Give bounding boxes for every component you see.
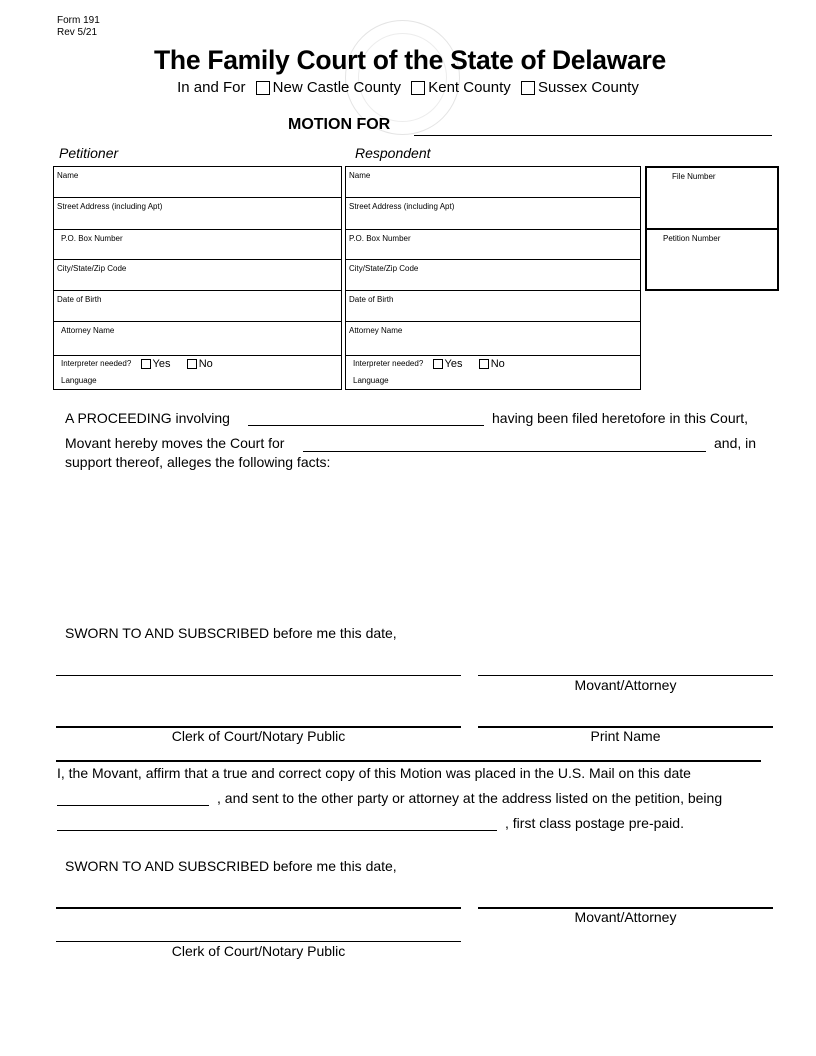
form-number-block [57, 15, 100, 39]
form-number: Form 191 [57, 15, 100, 26]
proceeding-prefix: A PROCEEDING involving [65, 410, 230, 426]
respondent-interpreter-row [346, 356, 640, 389]
petitioner-po-box-field[interactable] [54, 230, 341, 260]
yes-label: Yes [444, 358, 463, 370]
file-number-label: File Number [672, 172, 716, 181]
po-box-label: P.O. Box Number [349, 234, 411, 243]
movant-signature-line[interactable] [478, 675, 773, 676]
case-number-box [645, 166, 779, 291]
service-statement: I, the Movant, affirm that a true and correct copy of this Motion was placed in the U.S. Mail on this date [57, 765, 691, 781]
print-name-caption: Print Name [590, 728, 661, 744]
respondent-interpreter-no-checkbox[interactable] [479, 359, 489, 369]
language-label: Language [61, 376, 97, 385]
postage-statement: , first class postage pre-paid. [505, 815, 684, 831]
interpreter-label: Interpreter needed? [353, 359, 424, 369]
new-castle-checkbox[interactable] [256, 81, 270, 95]
recipient-address-field[interactable] [57, 830, 497, 831]
interpreter-question [353, 358, 505, 370]
po-box-label: P.O. Box Number [61, 234, 123, 243]
petitioner-info-grid [53, 166, 342, 390]
petitioner-heading: Petitioner [59, 145, 119, 161]
petitioner-city-field[interactable] [54, 260, 341, 291]
movant-attorney-caption-2: Movant/Attorney [574, 909, 677, 925]
respondent-interpreter-yes-checkbox[interactable] [433, 359, 443, 369]
respondent-heading: Respondent [355, 145, 431, 161]
petitioner-interpreter-row [54, 356, 341, 389]
motion-for-label: MOTION FOR [288, 116, 391, 133]
street-label: Street Address (including Apt) [349, 202, 455, 211]
relief-requested-field[interactable] [303, 451, 706, 452]
petition-number-label: Petition Number [663, 234, 721, 243]
in-and-for-label: In and For [177, 79, 246, 97]
respondent-street-field[interactable] [346, 198, 640, 230]
movant-attorney-caption: Movant/Attorney [574, 677, 677, 693]
sworn-statement-2: SWORN TO AND SUBSCRIBED before me this date, [65, 858, 397, 874]
petitioner-interpreter-no-checkbox[interactable] [187, 359, 197, 369]
petitioner-dob-field[interactable] [54, 291, 341, 322]
no-label: No [198, 358, 213, 370]
yes-label: Yes [152, 358, 171, 370]
mailing-date-field[interactable] [57, 805, 209, 806]
new-castle-label: New Castle County [272, 79, 402, 97]
sussex-checkbox[interactable] [521, 81, 535, 95]
form-revision: Rev 5/21 [57, 27, 98, 38]
support-text: support thereof, alleges the following facts: [65, 454, 331, 470]
movant-suffix: and, in [714, 435, 757, 451]
motion-for-field[interactable] [414, 135, 772, 136]
clerk-signature-line-2[interactable] [56, 941, 461, 942]
interpreter-label: Interpreter needed? [61, 359, 132, 369]
attorney-label: Attorney Name [61, 326, 115, 335]
clerk-caption: Clerk of Court/Notary Public [171, 728, 346, 744]
respondent-city-field[interactable] [346, 260, 640, 291]
service-statement-cont: , and sent to the other party or attorney at the address listed on the petition, being [217, 790, 723, 806]
name-label: Name [349, 171, 371, 180]
section-divider [56, 760, 761, 762]
petitioner-name-field[interactable] [54, 167, 341, 198]
proceeding-suffix: having been filed heretofore in this Court, [492, 410, 749, 426]
proceeding-type-field[interactable] [248, 425, 484, 426]
clerk-caption-2: Clerk of Court/Notary Public [171, 943, 346, 959]
sussex-label: Sussex County [537, 79, 639, 97]
respondent-dob-field[interactable] [346, 291, 640, 322]
notary-signature-line[interactable] [56, 675, 461, 676]
petitioner-street-field[interactable] [54, 198, 341, 230]
name-label: Name [57, 171, 79, 180]
interpreter-question [61, 358, 213, 370]
dob-label: Date of Birth [57, 295, 102, 304]
attorney-label: Attorney Name [349, 326, 403, 335]
kent-label: Kent County [428, 79, 511, 97]
court-title: The Family Court of the State of Delaware [154, 45, 666, 75]
no-label: No [490, 358, 505, 370]
respondent-info-grid [345, 166, 641, 390]
city-label: City/State/Zip Code [57, 264, 127, 273]
respondent-name-field[interactable] [346, 167, 640, 198]
respondent-po-box-field[interactable] [346, 230, 640, 260]
kent-checkbox[interactable] [411, 81, 425, 95]
respondent-attorney-field[interactable] [346, 322, 640, 356]
notary-signature-line-2[interactable] [56, 907, 461, 909]
street-label: Street Address (including Apt) [57, 202, 163, 211]
city-label: City/State/Zip Code [349, 264, 419, 273]
county-selector [0, 78, 816, 98]
facts-area[interactable] [62, 478, 762, 608]
movant-prefix: Movant hereby moves the Court for [65, 435, 285, 451]
language-label: Language [353, 376, 389, 385]
petitioner-attorney-field[interactable] [54, 322, 341, 356]
dob-label: Date of Birth [349, 295, 394, 304]
sworn-statement: SWORN TO AND SUBSCRIBED before me this date, [65, 625, 397, 641]
petition-number-field[interactable] [647, 230, 777, 292]
petitioner-interpreter-yes-checkbox[interactable] [141, 359, 151, 369]
file-number-field[interactable] [647, 168, 777, 230]
